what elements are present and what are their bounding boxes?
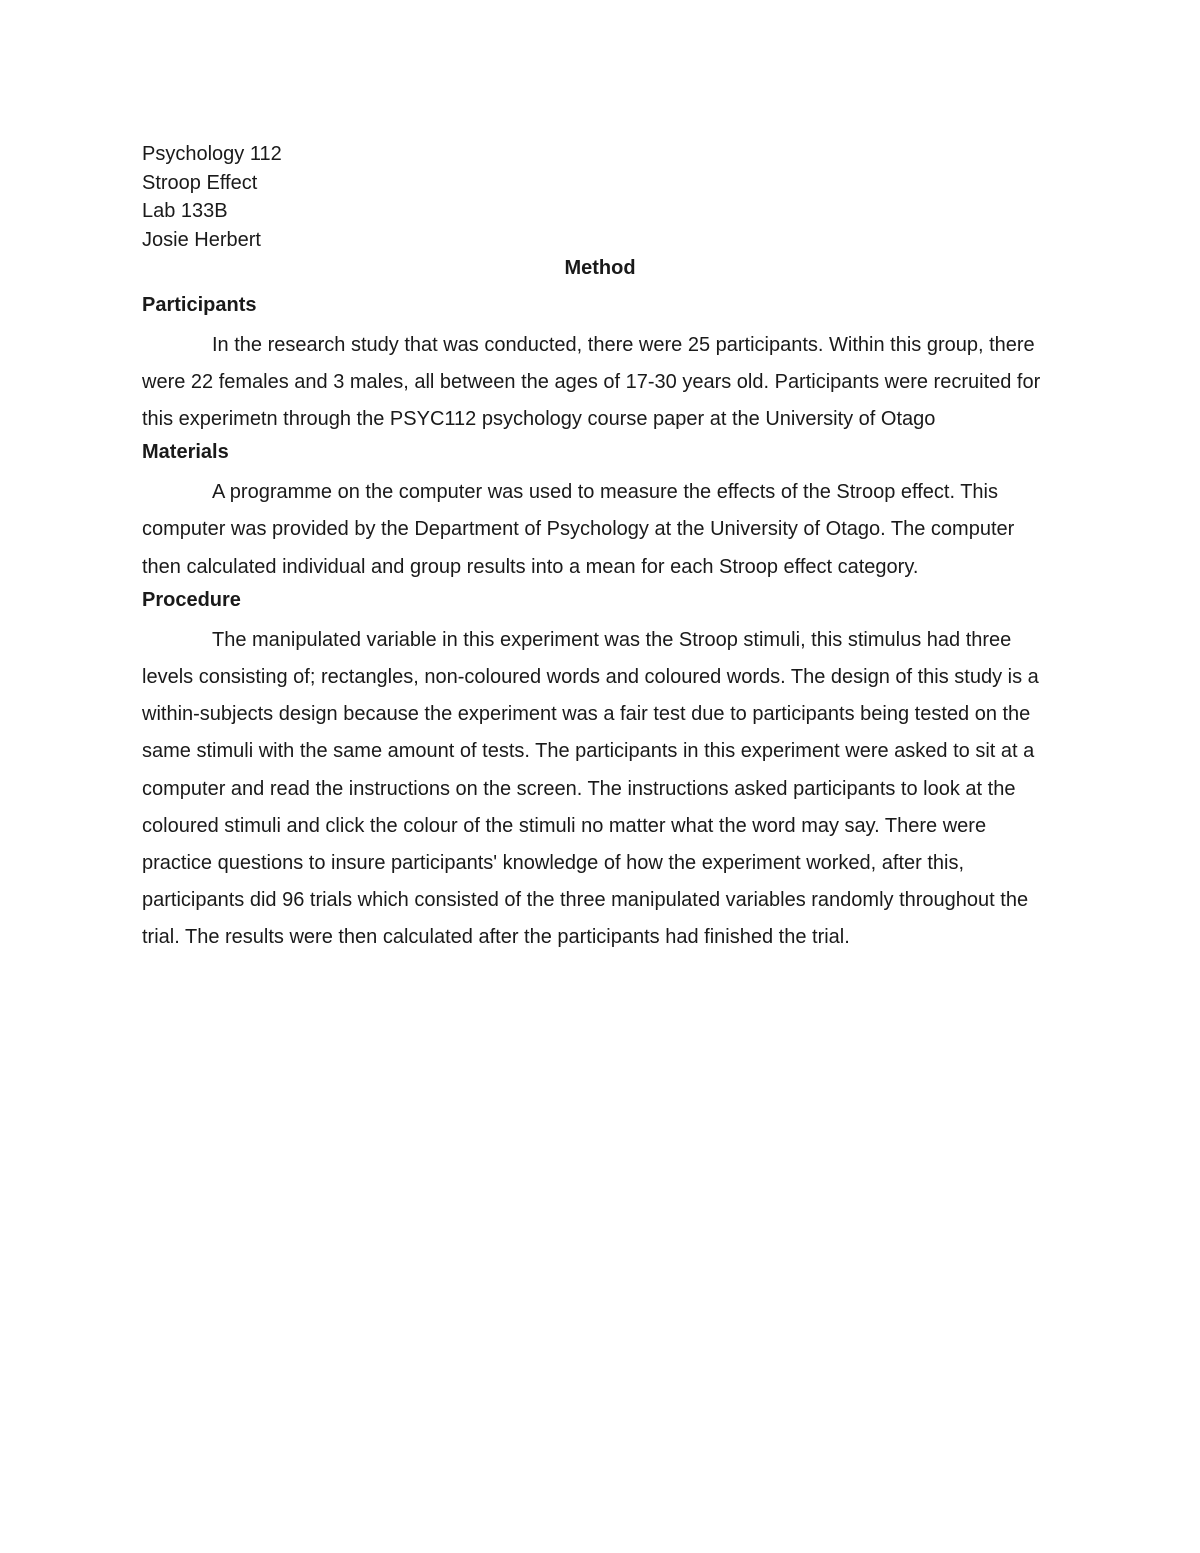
- document-page: [142, 140, 1058, 957]
- author-name: Josie Herbert: [142, 228, 261, 251]
- page-title: Method: [564, 257, 636, 279]
- participants-heading: Participants: [142, 293, 257, 316]
- lab-topic: Stroop Effect: [142, 171, 258, 194]
- materials-paragraph: A programme on the computer was used to measure the effects of the Stroop effect. This computer was provided by the Department of Psychology at the University of Otago. The computer then calculated individual and group results into a mean for each Stroop effect category.: [142, 481, 1015, 578]
- procedure-heading: Procedure: [142, 588, 241, 611]
- materials-heading: Materials: [142, 441, 229, 464]
- course-name: Psychology 112: [142, 143, 282, 165]
- lab-number: Lab 133B: [142, 200, 228, 222]
- procedure-paragraph: The manipulated variable in this experiment was the Stroop stimuli, this stimulus had three levels consisting of; rectangles, non-coloured words and coloured words. The design of this study is a within-subjects design because the experiment was a fair test due to participants being tested on the same stimuli with the same amount of tests. The participants in this experiment were asked to sit at a computer and read the instructions on the screen. The instructions asked participants to look at the coloured stimuli and click the colour of the stimuli no matter what the word may say. There were practice questions to insure participants' knowledge of how the experiment worked, after this, participants did 96 trials which consisted of the three manipulated variables randomly throughout the trial. The results were then calculated after the participants had finished the trial.: [142, 628, 1039, 949]
- participants-paragraph: In the research study that was conducted, there were 25 participants. Within this group, there were 22 females and 3 males, all between the ages of 17-30 years old. Participants were recruited for this experimetn through the PSYC112 psychology course paper at the University of Otago: [142, 333, 1041, 430]
